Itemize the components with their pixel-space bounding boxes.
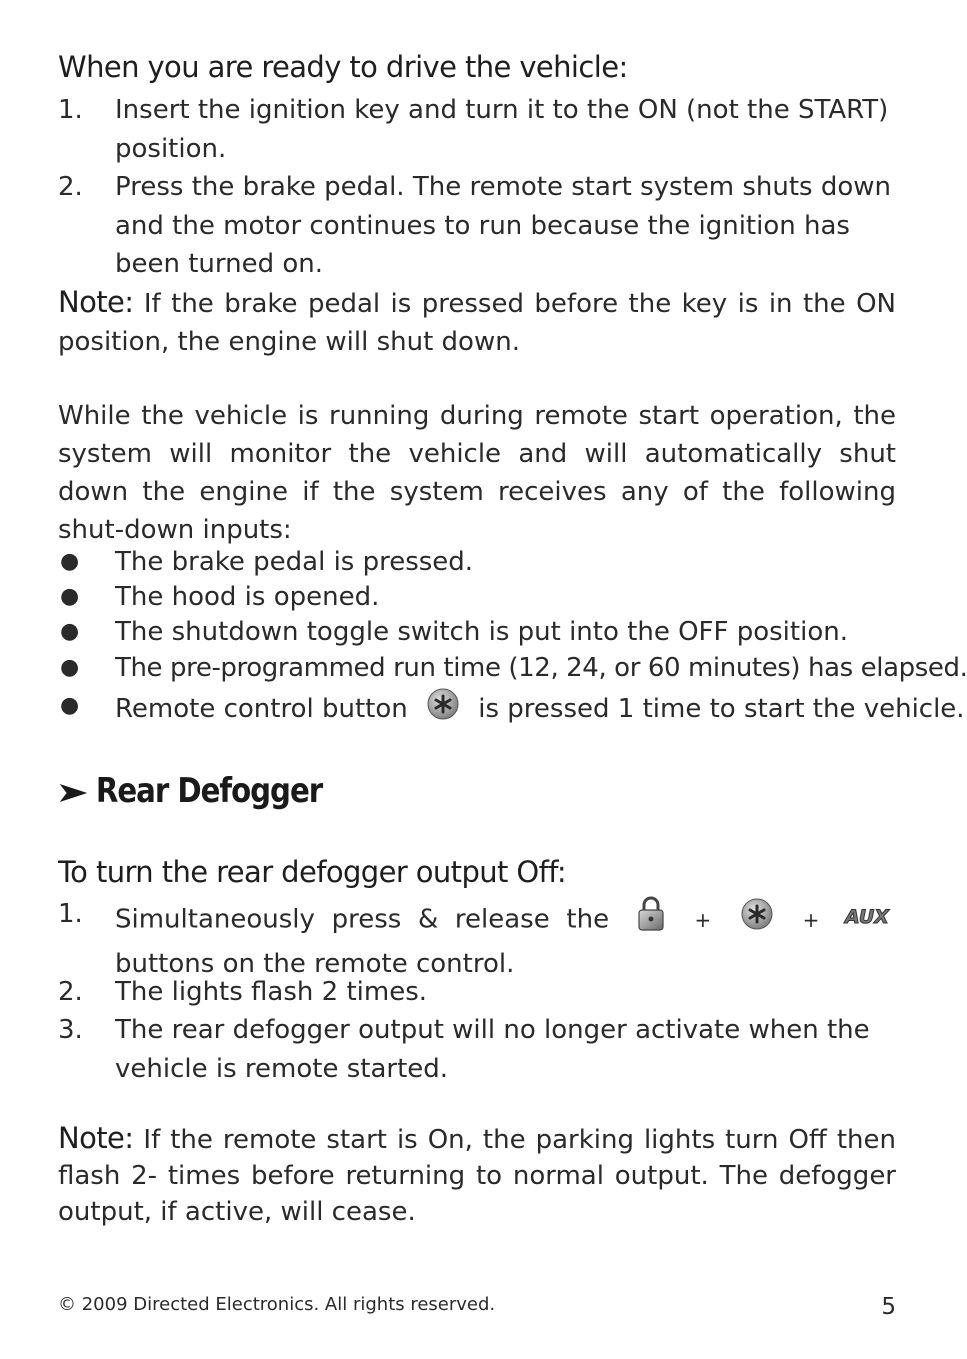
defogger-step-1 [58, 895, 896, 983]
note-text: If the brake pedal is pressed before the key is in the ON position, the engine will shut down. [58, 289, 896, 357]
step-text-after: buttons on the remote control. [115, 948, 515, 979]
input-text-after: is pressed 1 time to start the vehicle. [478, 694, 965, 725]
note-label: Note: [58, 1121, 134, 1155]
step-number: 1. [58, 899, 83, 929]
input-text-before: Remote control button [115, 694, 408, 725]
step-text-before: Simultaneously press & release the [115, 904, 610, 935]
monitor-paragraph: While the vehicle is running during remote start operation, the system will monitor the vehicle and will automatically shut down the engine if the system receives any of the following shut-down inputs: [58, 401, 896, 545]
defogger-step-2 [58, 973, 896, 1012]
drive-heading: When you are ready to drive the vehicle: [58, 50, 628, 84]
shutdown-input-text: The brake pedal is pressed. [115, 547, 474, 577]
shutdown-input-text: The shutdown toggle switch is put into the OFF position. [115, 617, 848, 647]
copyright-text: © 2009 Directed Electronics. All rights reserved. [58, 1294, 496, 1315]
step-number: 2. [58, 977, 83, 1007]
drive-step-1 [58, 91, 896, 168]
drive-step-2 [58, 168, 896, 284]
page-number: 5 [881, 1294, 896, 1320]
bullet-icon: ● [60, 619, 80, 644]
rear-defogger-title [58, 771, 322, 811]
bullet-icon: ● [60, 549, 80, 574]
rear-defogger-subheading: To turn the rear defogger output Off: [58, 855, 567, 889]
note-text: If the remote start is On, the parking lights turn Off then flash 2- times before returning to normal output. The defogger output, if active, will cease. [58, 1125, 896, 1227]
step-text: Press the brake pedal. The remote start system shuts down and the motor continues to run because the ignition has been turned on. [115, 172, 892, 279]
bullet-icon: ● [60, 655, 80, 680]
step-text [115, 895, 896, 983]
bullet-icon: ● [60, 693, 80, 718]
step-text: Insert the ignition key and turn it to the ON (not the START) position. [115, 95, 889, 164]
step-text: The lights flash 2 times. [115, 977, 428, 1007]
plus-sign: + [694, 908, 712, 933]
shutdown-input-item [58, 543, 896, 582]
section-title-text: Rear Defogger [95, 771, 323, 811]
step-number: 1. [58, 95, 83, 125]
bullet-icon: ● [60, 584, 80, 609]
lock-button-icon [636, 895, 666, 945]
star-button-icon [426, 687, 460, 733]
aux-button-icon [845, 901, 890, 940]
aux-label: AUX [845, 905, 890, 928]
star-button-icon [740, 897, 774, 943]
shutdown-input-text: The hood is opened. [115, 582, 380, 612]
note-1 [58, 283, 896, 361]
step-number: 3. [58, 1015, 83, 1045]
arrowhead-icon [58, 780, 89, 806]
step-text: The rear defogger output will no longer activate when the vehicle is remote started. [115, 1015, 870, 1084]
note-2 [58, 1120, 896, 1230]
shutdown-input-item [58, 578, 896, 617]
shutdown-input-text: The pre-programmed run time (12, 24, or 60 minutes) has elapsed. [115, 653, 967, 683]
shutdown-input-item [58, 687, 965, 733]
defogger-step-3 [58, 1011, 896, 1088]
shutdown-input-item [58, 613, 896, 652]
step-number: 2. [58, 172, 83, 202]
plus-sign: + [802, 908, 820, 933]
shutdown-input-item [58, 649, 967, 688]
note-label: Note: [58, 285, 134, 319]
shutdown-input-text [115, 694, 965, 724]
